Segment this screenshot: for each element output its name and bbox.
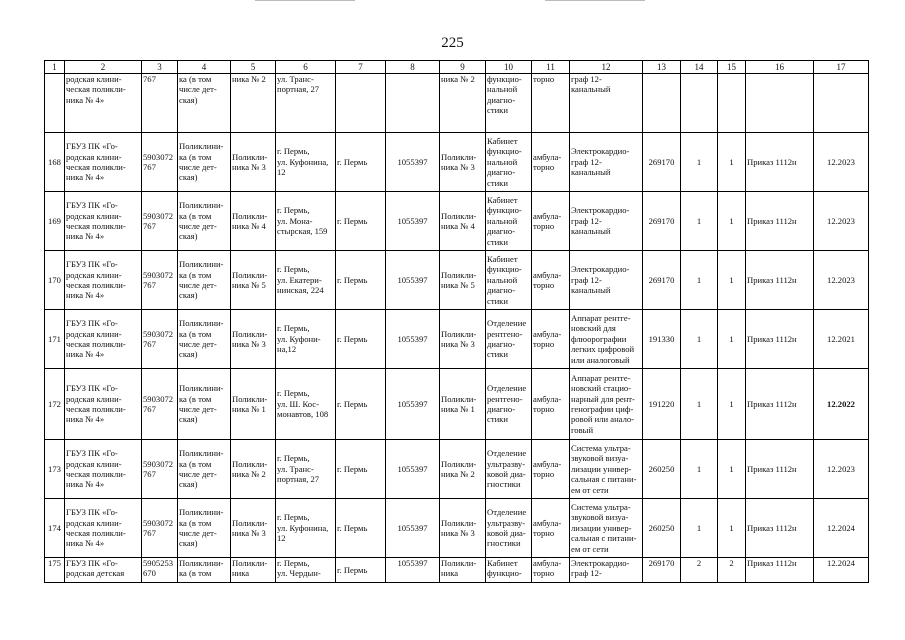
cell-code: 1055397 — [386, 192, 440, 251]
cell-equipment-name: граф 12- канальный — [570, 74, 643, 133]
cell-unit: Поликли- ника № 3 — [440, 133, 486, 192]
cell-department: Отделение ультразву- ковой диа- гностики — [486, 499, 532, 558]
cell-unit: Поликли- ника — [440, 558, 486, 583]
register-table-body — [45, 61, 869, 583]
cell-quantity-planned: 1 — [718, 133, 746, 192]
cell-unit: ника № 2 — [440, 74, 486, 133]
cell-delivery-date: 12.2023 — [814, 251, 869, 310]
cell-inn: 5903072 767 — [142, 133, 178, 192]
page-number: 225 — [441, 35, 464, 51]
cell-delivery-date: 12.2023 — [814, 440, 869, 499]
cell-subdivision: ника № 2 — [231, 74, 276, 133]
cell-equipment-code: 191330 — [643, 310, 681, 369]
cell-subdivision: Поликли- ника № 1 — [231, 369, 276, 440]
cell-equipment-code: 269170 — [643, 251, 681, 310]
cell-inn: 5903072 767 — [142, 310, 178, 369]
cell-equipment-name: Электрокардио- граф 12- канальный — [570, 192, 643, 251]
cell-quantity-planned: 1 — [718, 369, 746, 440]
table-row — [45, 251, 869, 310]
cell-locality — [336, 74, 386, 133]
cell-facility-type: Поликлини- ка (в том — [178, 558, 231, 583]
cell-facility-type: Поликлини- ка (в том числе дет- ская) — [178, 499, 231, 558]
scan-edge-line-left — [255, 0, 355, 1]
cell-care-form: амбула- торно — [532, 133, 570, 192]
cell-organization-name: ГБУЗ ПК «Го- родская клини- ческая поликли- ника № 4» — [65, 310, 142, 369]
cell-locality: г. Пермь — [336, 133, 386, 192]
column-number: 9 — [440, 61, 486, 74]
cell-quantity-planned: 1 — [718, 310, 746, 369]
cell-quantity-planned: 2 — [718, 558, 746, 583]
cell-care-form: амбула- торно — [532, 440, 570, 499]
column-number: 15 — [718, 61, 746, 74]
cell-care-form: амбула- торно — [532, 310, 570, 369]
cell-order-basis: Приказ 1112н — [746, 310, 814, 369]
cell-address: г. Пермь, ул. Куфони- на,12 — [276, 310, 336, 369]
cell-subdivision: Поликли- ника № 4 — [231, 192, 276, 251]
cell-delivery-date: 12.2024 — [814, 558, 869, 583]
cell-facility-type: Поликлини- ка (в том числе дет- ская) — [178, 369, 231, 440]
column-number: 10 — [486, 61, 532, 74]
cell-locality: г. Пермь — [336, 192, 386, 251]
column-number: 7 — [336, 61, 386, 74]
table-row — [45, 133, 869, 192]
cell-facility-type: ка (в том числе дет- ская) — [178, 74, 231, 133]
cell-code: 1055397 — [386, 251, 440, 310]
cell-address: г. Пермь, ул. Куфонина, 12 — [276, 499, 336, 558]
cell-address: ул. Транс- портная, 27 — [276, 74, 336, 133]
cell-row-number: 170 — [45, 251, 65, 310]
cell-quantity-planned: 1 — [718, 251, 746, 310]
cell-quantity-planned: 1 — [718, 192, 746, 251]
cell-inn: 5903072 767 — [142, 192, 178, 251]
cell-care-form: амбула- торно — [532, 369, 570, 440]
cell-care-form: торно — [532, 74, 570, 133]
cell-department: Отделение рентгено- диагно- стики — [486, 310, 532, 369]
cell-subdivision: Поликли- ника № 3 — [231, 499, 276, 558]
cell-quantity-needed: 1 — [681, 133, 718, 192]
cell-unit: Поликли- ника № 5 — [440, 251, 486, 310]
cell-quantity-needed: 1 — [681, 440, 718, 499]
cell-unit: Поликли- ника № 1 — [440, 369, 486, 440]
column-number: 12 — [570, 61, 643, 74]
cell-quantity-needed: 1 — [681, 310, 718, 369]
cell-locality: г. Пермь — [336, 251, 386, 310]
column-number: 13 — [643, 61, 681, 74]
cell-order-basis: Приказ 1112н — [746, 369, 814, 440]
cell-equipment-code: 260250 — [643, 499, 681, 558]
cell-department: Кабинет функцио- нальной диагно- стики — [486, 192, 532, 251]
cell-delivery-date: 12.2021 — [814, 310, 869, 369]
cell-quantity-needed: 2 — [681, 558, 718, 583]
table-row — [45, 310, 869, 369]
cell-row-number: 168 — [45, 133, 65, 192]
column-number: 4 — [178, 61, 231, 74]
cell-organization-name: ГБУЗ ПК «Го- родская клини- ческая поликли- ника № 4» — [65, 369, 142, 440]
cell-equipment-name: Система ультра- звуковой визуа- лизации универ- сальная с питани- ем от сети — [570, 499, 643, 558]
table-row — [45, 499, 869, 558]
cell-unit: Поликли- ника № 3 — [440, 310, 486, 369]
cell-code: 1055397 — [386, 558, 440, 583]
cell-equipment-code: 269170 — [643, 133, 681, 192]
cell-organization-name: ГБУЗ ПК «Го- родская клини- ческая поликли- ника № 4» — [65, 440, 142, 499]
cell-row-number — [45, 74, 65, 133]
column-number-row — [45, 61, 869, 74]
cell-code: 1055397 — [386, 369, 440, 440]
column-number: 14 — [681, 61, 718, 74]
cell-quantity-needed: 1 — [681, 251, 718, 310]
cell-delivery-date — [814, 74, 869, 133]
cell-address: г. Пермь, ул. Мона- стырская, 159 — [276, 192, 336, 251]
cell-quantity-needed — [681, 74, 718, 133]
cell-inn: 767 — [142, 74, 178, 133]
cell-address: г. Пермь, ул. Екатери- нинская, 224 — [276, 251, 336, 310]
cell-locality: г. Пермь — [336, 310, 386, 369]
column-number: 16 — [746, 61, 814, 74]
column-number: 3 — [142, 61, 178, 74]
column-number: 1 — [45, 61, 65, 74]
cell-order-basis — [746, 74, 814, 133]
cell-equipment-name: Аппарат рентге- новский для флюорографии легких цифровой или аналоговый — [570, 310, 643, 369]
cell-equipment-code: 191220 — [643, 369, 681, 440]
cell-quantity-planned: 1 — [718, 440, 746, 499]
cell-locality: г. Пермь — [336, 440, 386, 499]
cell-subdivision: Поликли- ника № 5 — [231, 251, 276, 310]
column-number: 6 — [276, 61, 336, 74]
cell-row-number: 172 — [45, 369, 65, 440]
cell-code: 1055397 — [386, 440, 440, 499]
cell-organization-name: ГБУЗ ПК «Го- родская клини- ческая поликли- ника № 4» — [65, 499, 142, 558]
cell-organization-name: ГБУЗ ПК «Го- родская детская — [65, 558, 142, 583]
cell-equipment-name: Система ультра- звуковой визуа- лизации универ- сальная с питани- ем от сети — [570, 440, 643, 499]
table-row — [45, 369, 869, 440]
cell-organization-name: ГБУЗ ПК «Го- родская клини- ческая поликли- ника № 4» — [65, 133, 142, 192]
cell-subdivision: Поликли- ника № 3 — [231, 133, 276, 192]
cell-row-number: 169 — [45, 192, 65, 251]
cell-care-form: амбула- торно — [532, 251, 570, 310]
scan-edge-line-right — [545, 0, 645, 1]
cell-facility-type: Поликлини- ка (в том числе дет- ская) — [178, 192, 231, 251]
table-row — [45, 74, 869, 133]
cell-organization-name: родская клини- ческая поликли- ника № 4» — [65, 74, 142, 133]
cell-equipment-code: 269170 — [643, 192, 681, 251]
cell-row-number: 171 — [45, 310, 65, 369]
table-row — [45, 192, 869, 251]
cell-delivery-date: 12.2022 — [814, 369, 869, 440]
cell-address: г. Пермь, ул. Транс- портная, 27 — [276, 440, 336, 499]
cell-inn: 5903072 767 — [142, 369, 178, 440]
cell-quantity-needed: 1 — [681, 499, 718, 558]
cell-organization-name: ГБУЗ ПК «Го- родская клини- ческая поликли- ника № 4» — [65, 192, 142, 251]
cell-care-form: амбула- торно — [532, 499, 570, 558]
table-row — [45, 440, 869, 499]
cell-locality: г. Пермь — [336, 558, 386, 583]
cell-order-basis: Приказ 1112н — [746, 133, 814, 192]
cell-department: Отделение ультразву- ковой диа- гностики — [486, 440, 532, 499]
cell-facility-type: Поликлини- ка (в том числе дет- ская) — [178, 310, 231, 369]
column-number: 8 — [386, 61, 440, 74]
cell-quantity-needed: 1 — [681, 369, 718, 440]
register-table — [44, 60, 869, 583]
cell-facility-type: Поликлини- ка (в том числе дет- ская) — [178, 251, 231, 310]
cell-locality: г. Пермь — [336, 499, 386, 558]
cell-department: Кабинет функцио- нальной диагно- стики — [486, 251, 532, 310]
cell-facility-type: Поликлини- ка (в том числе дет- ская) — [178, 133, 231, 192]
cell-address: г. Пермь, ул. Чердын- — [276, 558, 336, 583]
cell-row-number: 174 — [45, 499, 65, 558]
cell-quantity-needed: 1 — [681, 192, 718, 251]
cell-order-basis: Приказ 1112н — [746, 558, 814, 583]
cell-locality: г. Пермь — [336, 369, 386, 440]
cell-care-form: амбула- торно — [532, 558, 570, 583]
cell-equipment-name: Электрокардио- граф 12- — [570, 558, 643, 583]
column-number: 11 — [532, 61, 570, 74]
cell-code: 1055397 — [386, 499, 440, 558]
cell-equipment-name: Электрокардио- граф 12- канальный — [570, 251, 643, 310]
cell-organization-name: ГБУЗ ПК «Го- родская клини- ческая поликли- ника № 4» — [65, 251, 142, 310]
cell-inn: 5903072 767 — [142, 251, 178, 310]
cell-order-basis: Приказ 1112н — [746, 440, 814, 499]
cell-subdivision: Поликли- ника № 2 — [231, 440, 276, 499]
cell-equipment-name: Аппарат рентге- новский стацио- нарный для рент- генографии циф- ровой или анало- говый — [570, 369, 643, 440]
cell-order-basis: Приказ 1112н — [746, 499, 814, 558]
cell-department: Кабинет функцио- — [486, 558, 532, 583]
cell-equipment-code: 269170 — [643, 558, 681, 583]
column-number: 17 — [814, 61, 869, 74]
cell-order-basis: Приказ 1112н — [746, 192, 814, 251]
cell-delivery-date: 12.2023 — [814, 133, 869, 192]
cell-department: Отделение рентгено- диагно- стики — [486, 369, 532, 440]
cell-address: г. Пермь, ул. Ш. Кос- монавтов, 108 — [276, 369, 336, 440]
cell-care-form: амбула- торно — [532, 192, 570, 251]
cell-inn: 5903072 767 — [142, 499, 178, 558]
cell-subdivision: Поликли- ника — [231, 558, 276, 583]
cell-code — [386, 74, 440, 133]
cell-address: г. Пермь, ул. Куфонина, 12 — [276, 133, 336, 192]
cell-row-number: 173 — [45, 440, 65, 499]
cell-equipment-code: 260250 — [643, 440, 681, 499]
cell-equipment-name: Электрокардио- граф 12- канальный — [570, 133, 643, 192]
cell-code: 1055397 — [386, 310, 440, 369]
cell-equipment-code — [643, 74, 681, 133]
cell-unit: Поликли- ника № 2 — [440, 440, 486, 499]
cell-delivery-date: 12.2024 — [814, 499, 869, 558]
cell-subdivision: Поликли- ника № 3 — [231, 310, 276, 369]
cell-quantity-planned — [718, 74, 746, 133]
cell-department: функцио- нальной диагно- стики — [486, 74, 532, 133]
cell-order-basis: Приказ 1112н — [746, 251, 814, 310]
table-row — [45, 558, 869, 583]
cell-row-number: 175 — [45, 558, 65, 583]
cell-facility-type: Поликлини- ка (в том числе дет- ская) — [178, 440, 231, 499]
cell-inn: 5903072 767 — [142, 440, 178, 499]
column-number: 5 — [231, 61, 276, 74]
cell-department: Кабинет функцио- нальной диагно- стики — [486, 133, 532, 192]
cell-code: 1055397 — [386, 133, 440, 192]
cell-quantity-planned: 1 — [718, 499, 746, 558]
cell-unit: Поликли- ника № 3 — [440, 499, 486, 558]
cell-delivery-date: 12.2023 — [814, 192, 869, 251]
column-number: 2 — [65, 61, 142, 74]
cell-inn: 5905253 670 — [142, 558, 178, 583]
cell-unit: Поликли- ника № 4 — [440, 192, 486, 251]
